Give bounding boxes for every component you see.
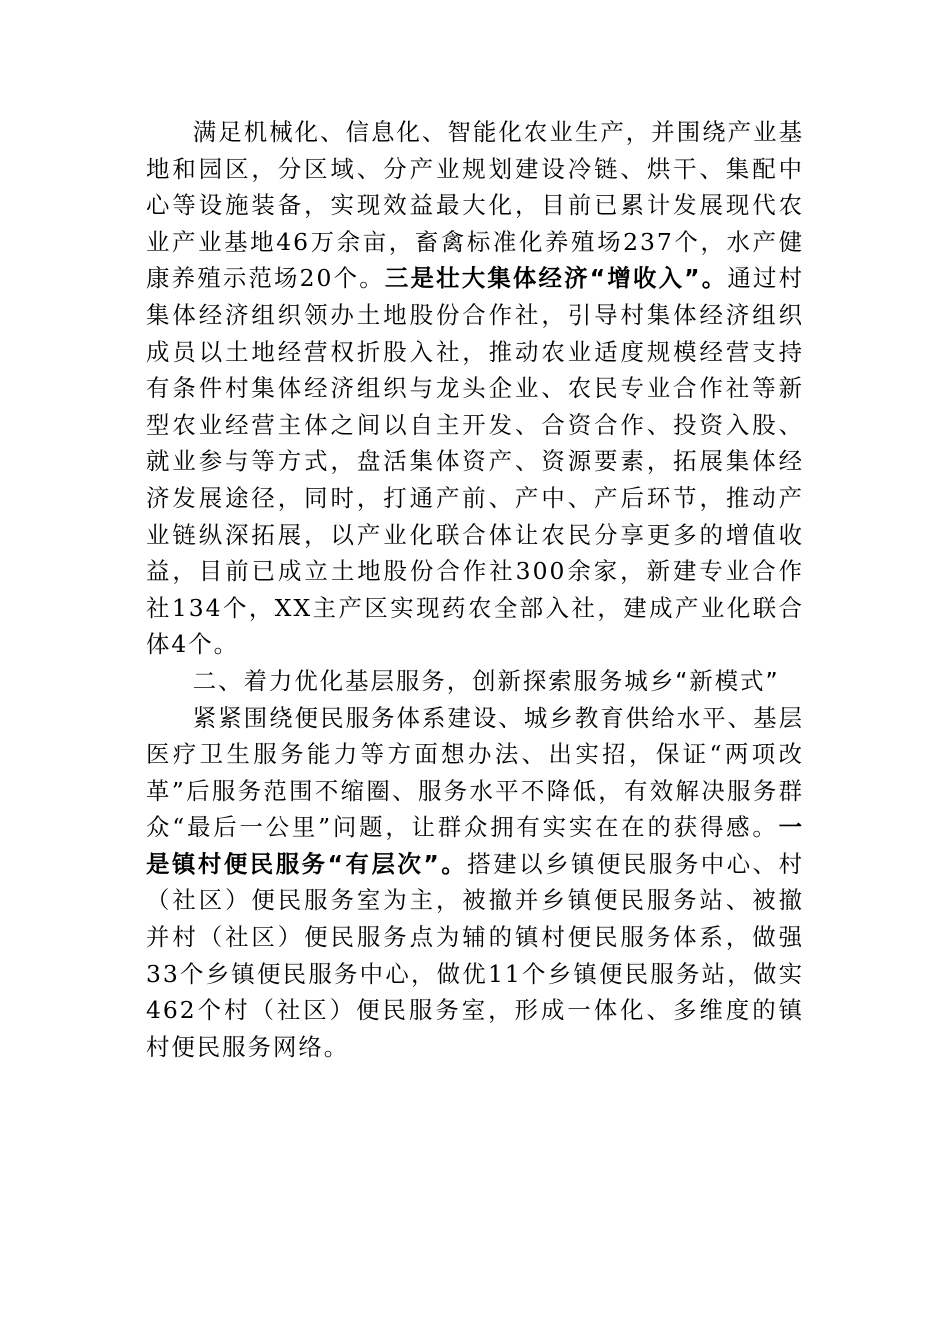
paragraph-2-text-a: 紧紧围绕便民服务体系建设、城乡教育供给水平、基层医疗卫生服务能力等方面想办法、出实招，保证“两项改革”后服务范围不缩圈、服务水平不降低，有效解决服务群众“最后一公里”问题，让群众拥有实实在在的获得感。: [146, 703, 804, 842]
body-paragraph-2: [146, 700, 804, 1066]
section-heading-2: 二、着力优化基层服务，创新探索服务城乡“新模式”: [192, 666, 780, 695]
body-paragraph-1: [146, 114, 804, 663]
paragraph-1-bold-lead: 三是壮大集体经济“增收入”。: [384, 264, 728, 293]
paragraph-1-text-c: 通过村集体经济组织领办土地股份合作社，引导村集体经济组织成员以土地经营权折股入社，推动农业适度规模经营支持有条件村集体经济组织与龙头企业、农民专业合作社等新型农业经营主体之间以自主开发、合资合作、投资入股、就业参与等方式，盘活集体资产、资源要素，拓展集体经济发展途径，同时，打通产前、产中、产后环节，推动产业链纵深拓展，以产业化联合体让农民分享更多的增值收益，目前已成立土地股份合作社300余家，新建专业合作社134个，XX主产区实现药农全部入社，建成产业化联合体4个。: [146, 264, 805, 659]
paragraph-2-bold-lead: 一是镇村便民服务“有层次”。: [146, 813, 804, 878]
paragraph-1-text-a: 满足机械化、信息化、智能化农业生产，并围绕产业基地和园区，分区域、分产业规划建设冷链、烘干、集配中心等设施装备，实现效益最大化，目前已累计发展现代农业产业基地46万余亩，畜禽标准化养殖场237个，水产健康养殖示范场20个。: [146, 118, 804, 293]
paragraph-2-text-c: 搭建以乡镇便民服务中心、村（社区）便民服务室为主，被撤并乡镇便民服务站、被撤并村（社区）便民服务点为辅的镇村便民服务体系，做强33个乡镇便民服务中心，做优11个乡镇便民服务站，做实462个村（社区）便民服务室，形成一体化、多维度的镇村便民服务网络。: [146, 849, 805, 1061]
